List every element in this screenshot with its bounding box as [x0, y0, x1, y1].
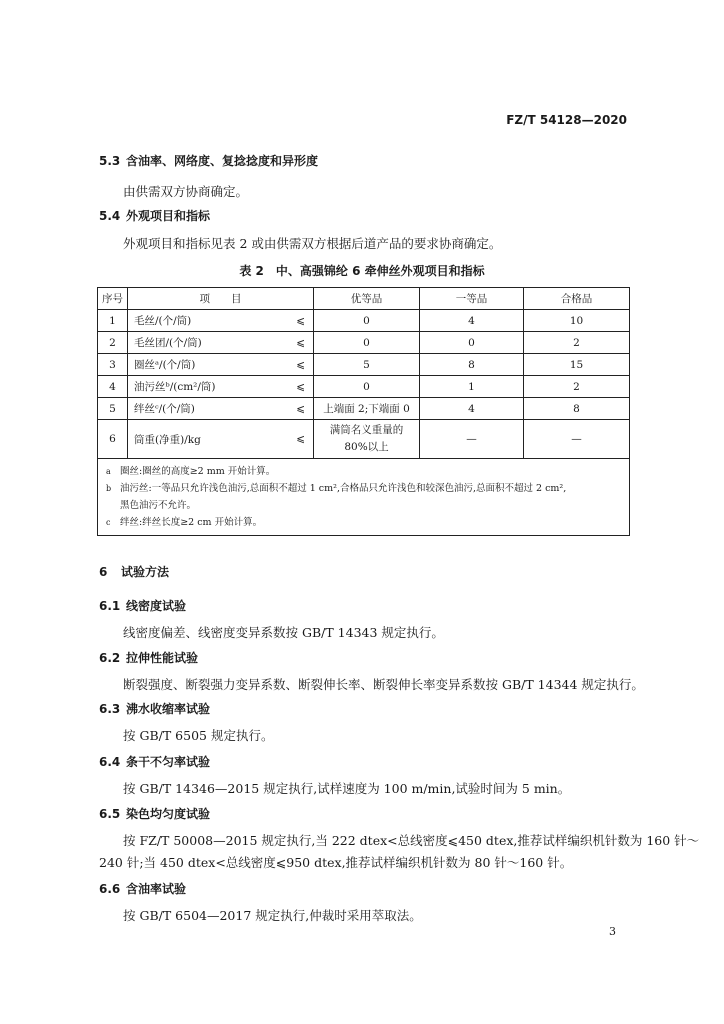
appearance-spec-table: [97, 287, 630, 536]
table-note-b: b 油污丝:一等品只允许浅色油污,总面积不超过 1 cm²,合格品只允许浅色和较深色油污,总面积不超过 2 cm²,: [106, 483, 567, 494]
table-row: 2 毛丝团/(个/筒) ⩽ 0 0 2: [98, 332, 630, 354]
table-notes-row: [98, 459, 630, 536]
section-6-1-heading: 6.1 线密度试验: [99, 599, 187, 613]
section-5-3-heading: 5.3 含油率、网络度、复捻捻度和异形度: [99, 154, 319, 168]
section-6-3-body: 按 GB/T 6505 规定执行。: [123, 728, 274, 743]
header-first-grade: 一等品: [420, 288, 524, 310]
section-6-6-heading: 6.6 含油率试验: [99, 882, 187, 896]
header-item: 项 目: [128, 288, 314, 310]
header-premium: 优等品: [314, 288, 420, 310]
table-note-b-cont: 黑色油污不允许。: [120, 500, 197, 511]
table-row: 5 绊丝ᶜ/(个/筒) ⩽ 上端面 2;下端面 0 4 8: [98, 398, 630, 420]
table-header-row: [98, 288, 630, 310]
section-6-2-heading: 6.2 拉伸性能试验: [99, 651, 199, 665]
section-6-2-body: 断裂强度、断裂强力变异系数、断裂伸长率、断裂伸长率变异系数按 GB/T 14344 规定执行。: [123, 677, 644, 692]
section-6-5-body: 按 FZ/T 50008—2015 规定执行,当 222 dtex<总线密度⩽450 dtex,推荐试样编织机针数为 160 针～: [123, 833, 700, 848]
standard-number: FZ/T 54128—2020: [506, 113, 627, 127]
page-number: 3: [609, 925, 616, 938]
section-6-4-body: 按 GB/T 14346—2015 规定执行,试样速度为 100 m/min,试验时间为 5 min。: [123, 781, 571, 796]
table-row: 3 圈丝ᵃ/(个/筒) ⩽ 5 8 15: [98, 354, 630, 376]
section-6-5-heading: 6.5 染色均匀度试验: [99, 807, 211, 821]
section-5-4-heading: 5.4 外观项目和指标: [99, 209, 211, 223]
table-note-c: c 绊丝:绊丝长度≥2 cm 开始计算。: [106, 517, 263, 528]
section-5-3-body: 由供需双方协商确定。: [123, 184, 249, 199]
header-qualified: 合格品: [524, 288, 630, 310]
table-caption: 表 2 中、高强锦纶 6 牵伸丝外观项目和指标: [239, 264, 485, 278]
header-no: 序号: [98, 288, 128, 310]
section-6-5-body-cont: 240 针;当 450 dtex<总线密度⩽950 dtex,推荐试样编织机针数为 80 针～160 针。: [99, 855, 573, 870]
section-6-6-body: 按 GB/T 6504—2017 规定执行,仲裁时采用萃取法。: [123, 908, 422, 923]
section-6-1-body: 线密度偏差、线密度变异系数按 GB/T 14343 规定执行。: [123, 625, 444, 640]
chapter-6-heading: 6 试验方法: [99, 565, 170, 579]
table-row: 4 油污丝ᵇ/(cm²/筒) ⩽ 0 1 2: [98, 376, 630, 398]
table-row: 6 筒重(净重)/kg ⩽ 满筒名义重量的 80%以上 — —: [98, 420, 630, 459]
table-row: 1 毛丝/(个/筒) ⩽ 0 4 10: [98, 310, 630, 332]
section-6-4-heading: 6.4 条干不匀率试验: [99, 755, 211, 769]
section-5-4-body: 外观项目和指标见表 2 或由供需双方根据后道产品的要求协商确定。: [123, 236, 502, 251]
section-6-3-heading: 6.3 沸水收缩率试验: [99, 702, 211, 716]
table-note-a: a 圈丝:圈丝的高度≥2 mm 开始计算。: [106, 466, 276, 477]
